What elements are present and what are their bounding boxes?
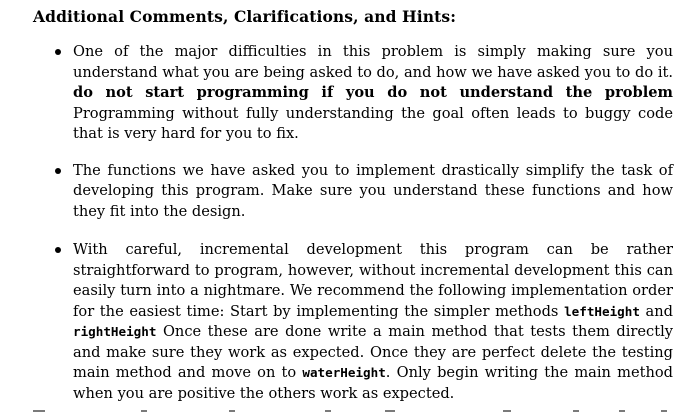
hints-list <box>53 42 673 413</box>
clipped-glyph <box>661 410 667 412</box>
bold-warning: do not start programming if you do not understand the problem <box>73 84 673 101</box>
bullet-text: . Only begin writing the main method when you are positive the others work as expected. <box>73 364 674 402</box>
code-water-height: waterHeight <box>302 365 386 380</box>
section-heading: Additional Comments, Clarifications, and Hints: <box>33 7 457 26</box>
list-item <box>53 42 673 145</box>
clipped-glyph <box>325 410 331 412</box>
bullet-icon <box>55 168 61 174</box>
clipped-glyph <box>33 410 45 412</box>
bullet-text: The functions we have asked you to implement drastically simplify the task of developing this program. Make sure you understand these functions and how they fit into the design. <box>73 161 673 220</box>
bullet-text: Programming without fully understanding the goal often leads to buggy code that is very hard for you to fix. <box>73 104 673 142</box>
clipped-next-line <box>33 405 673 413</box>
clipped-glyph <box>385 410 395 412</box>
clipped-glyph <box>141 410 147 412</box>
clipped-glyph <box>229 410 235 412</box>
bullet-icon <box>55 49 61 55</box>
code-right-height: rightHeight <box>73 324 157 339</box>
bullet-text: With careful, incremental development this program can be rather straightforward to program, however, without incremental development this can easily turn into a nightmare. We recommend the following implementation order for the easiest time: Start by implementing the simpler methods <box>73 241 673 320</box>
bullet-text: One of the major difficulties in this problem is simply making sure you understand what you are being asked to do, and how we have asked you to do it. <box>73 43 673 81</box>
clipped-glyph <box>573 410 579 412</box>
list-item <box>53 161 673 223</box>
clipped-glyph <box>503 410 511 412</box>
bullet-text: Once these are done write a main method that tests them directly and make sure they work as expected. Once they are perfect delete the testing main method and move on to <box>73 323 673 381</box>
bullet-icon <box>55 247 61 253</box>
code-left-height: leftHeight <box>564 303 640 319</box>
clipped-glyph <box>619 410 625 412</box>
list-item <box>53 240 673 404</box>
bullet-text: and <box>639 302 673 320</box>
